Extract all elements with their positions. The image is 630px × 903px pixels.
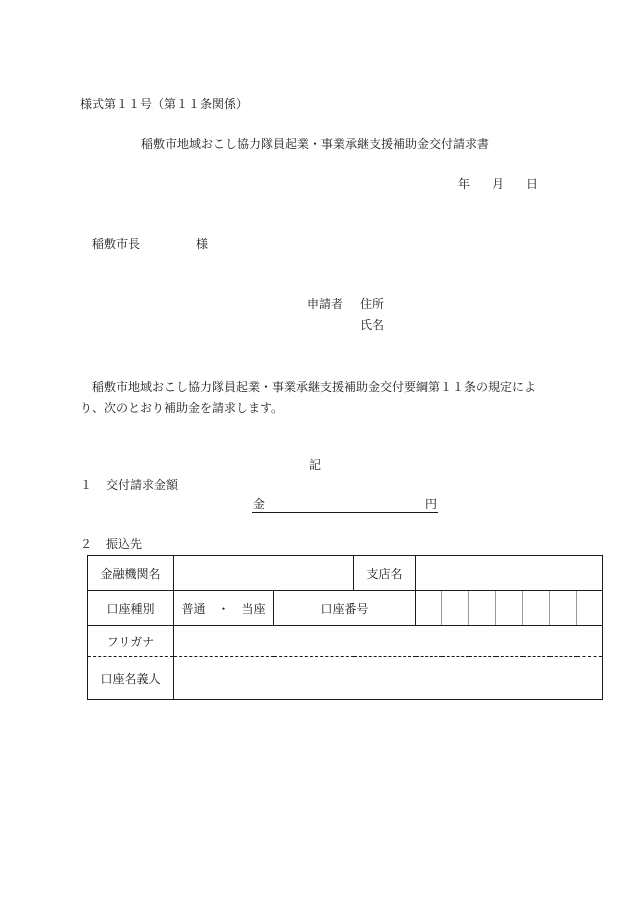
date-year-label: 年 (458, 177, 471, 191)
item-2-label: 振込先 (106, 537, 143, 551)
item-2-heading (80, 537, 142, 551)
institution-input[interactable] (174, 556, 354, 591)
account-digit-cell[interactable] (442, 591, 469, 626)
applicant-name-label: 氏名 (360, 318, 385, 332)
branch-label-cell (354, 556, 416, 591)
applicant-label: 申請者 (307, 297, 344, 311)
item-1-number: １ (80, 478, 93, 492)
ki-mark: 記 (308, 458, 321, 472)
addressee-honorific: 様 (196, 237, 209, 251)
branch-input[interactable] (416, 556, 603, 591)
amount-prefix: 金 (253, 497, 266, 511)
addressee (92, 237, 208, 251)
item-2-number: ２ (80, 537, 93, 551)
holder-label-cell (88, 657, 174, 700)
bank-transfer-table (87, 555, 603, 700)
account-type-current[interactable]: 当座 (241, 601, 266, 616)
furigana-label-cell (88, 626, 174, 657)
holder-label: 口座名義人 (100, 671, 161, 686)
account-type-separator: ・ (217, 601, 230, 616)
applicant-address-label: 住所 (360, 297, 385, 311)
account-digit-cell[interactable] (577, 591, 603, 626)
account-number-label: 口座番号 (320, 601, 369, 616)
amount-field[interactable] (252, 497, 438, 513)
account-digit-cell[interactable] (469, 591, 496, 626)
date-line (458, 177, 538, 191)
date-day-label: 日 (526, 177, 539, 191)
account-digit-cell[interactable] (523, 591, 550, 626)
amount-suffix: 円 (424, 497, 437, 511)
account-type-options[interactable] (174, 591, 274, 626)
account-type-label: 口座種別 (106, 601, 155, 616)
account-type-label-cell (88, 591, 174, 626)
branch-label: 支店名 (366, 566, 403, 581)
item-1-heading (80, 478, 178, 492)
furigana-input[interactable] (174, 626, 603, 657)
account-digit-cell[interactable] (496, 591, 523, 626)
holder-input[interactable] (174, 657, 603, 700)
item-1-label: 交付請求金額 (106, 478, 179, 492)
furigana-label: フリガナ (106, 634, 155, 649)
account-digit-cell[interactable] (550, 591, 577, 626)
account-number-label-cell (274, 591, 416, 626)
account-type-ordinary[interactable]: 普通 (181, 601, 206, 616)
account-digit-cell[interactable] (416, 591, 442, 626)
body-paragraph: 稲敷市地域おこし協力隊員起業・事業承継支援補助金交付要綱第１１条の規定により、次のとおり補助金を請求します。 (80, 380, 537, 415)
institution-label: 金融機関名 (100, 566, 161, 581)
document-title: 稲敷市地域おこし協力隊員起業・事業承継支援補助金交付請求書 (140, 137, 489, 151)
institution-label-cell (88, 556, 174, 591)
date-month-label: 月 (492, 177, 505, 191)
addressee-name: 稲敷市長 (92, 237, 141, 251)
form-number: 様式第１１号（第１１条関係） (80, 97, 249, 111)
